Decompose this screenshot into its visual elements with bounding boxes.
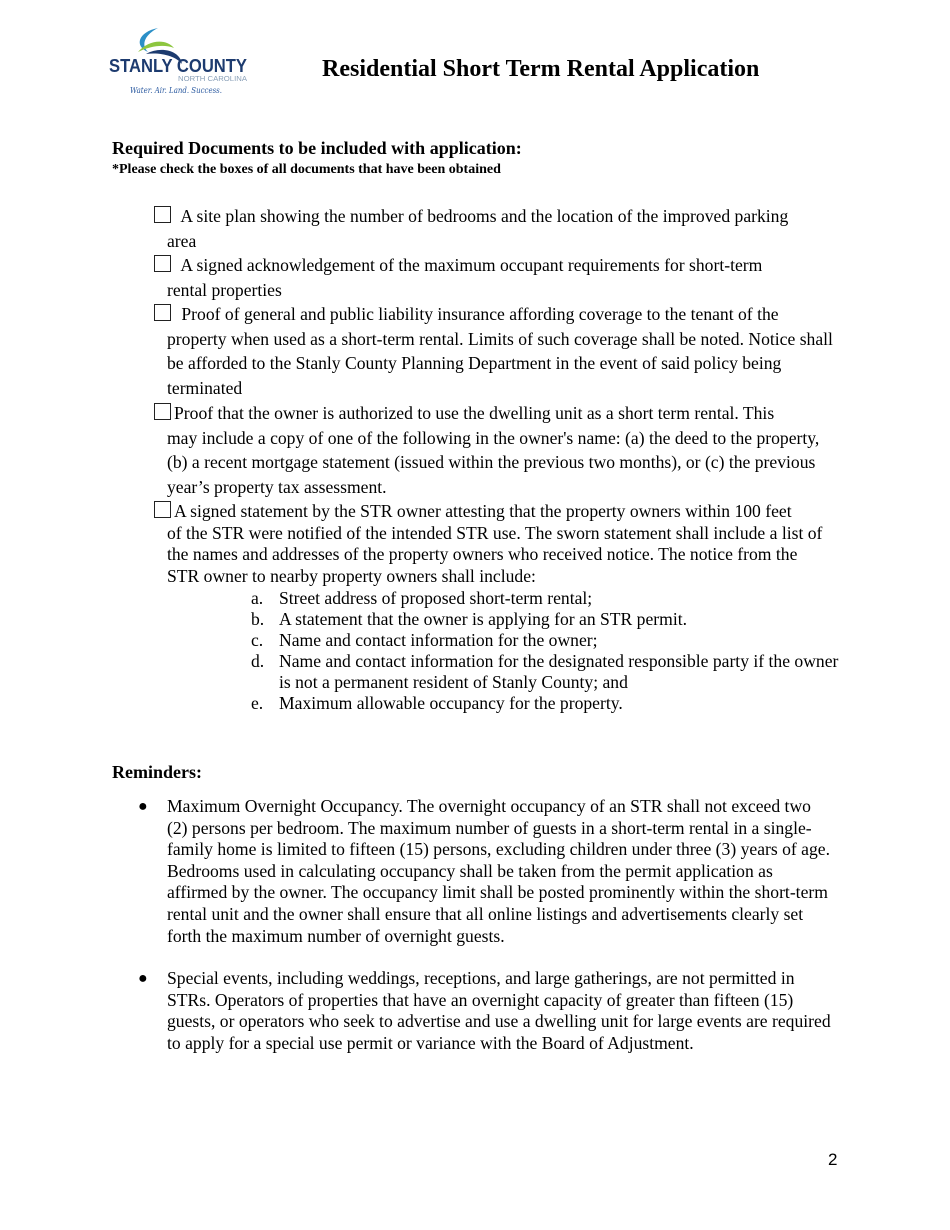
reminders-heading: Reminders:	[112, 762, 202, 782]
reminder-text: Maximum Overnight Occupancy. The overnight occupancy of an STR shall not exceed two (2) persons per bedroom. The maximum number of guests in a short-term rental in a single-family home is limited to fifteen (15) persons, excluding children under three (3) years of age. Bedrooms used in calculating occupancy shall be taken from the permit application as affirmed by the owner. The occupancy limit shall be posted prominently within the short-term rental unit and the owner shall ensure that all online listings and advertisements clearly set forth the maximum number of overnight guests.	[167, 796, 830, 946]
page-title: Residential Short Term Rental Application	[322, 56, 760, 82]
list-marker: d.	[251, 651, 265, 671]
checklist-item-text-continued: may include a copy of one of the following in the owner's name: (a) the deed to the property, (b) a recent mortgage statement (issued within the previous two months), or (c) the previous year’s property tax assessment.	[167, 427, 820, 497]
checklist-item-text: A site plan showing the number of bedrooms and the location of the improved parking	[177, 206, 789, 226]
list-item-text: Name and contact information for the designated responsible party if the owner is not a permanent resident of Stanly County; and	[279, 651, 839, 692]
checklist-item-liability-insurance	[154, 302, 834, 400]
list-marker: b.	[251, 609, 265, 629]
reminder-occupancy	[138, 796, 835, 947]
required-documents-note: *Please check the boxes of all documents that have been obtained	[112, 162, 501, 177]
stanly-county-logo	[108, 24, 253, 98]
checkbox-site-plan[interactable]	[154, 206, 171, 223]
notice-list-item	[251, 651, 851, 693]
logo-subtitle: NORTH CAROLINA	[178, 76, 248, 83]
logo-name: STANLY COUNTY	[109, 56, 247, 76]
checkbox-occupant-acknowledgement[interactable]	[154, 255, 171, 272]
checklist-item-text-continued: property when used as a short-term rental. Limits of such coverage shall be noted. Notice shall be afforded to the Stanly County Planning Department in the event of said policy being terminated	[167, 328, 833, 398]
list-marker: a.	[251, 588, 264, 608]
list-item-text: Street address of proposed short-term rental;	[279, 588, 593, 608]
checklist-item-site-plan	[154, 204, 834, 253]
required-documents-heading: Required Documents to be included with application:	[112, 138, 522, 158]
notice-list-item	[251, 630, 851, 651]
list-item-text: Name and contact information for the owner;	[279, 630, 598, 650]
checklist-item-signed-statement	[154, 501, 834, 587]
notice-list-item	[251, 693, 851, 714]
bullet-icon: ●	[138, 970, 148, 987]
notice-contents-list	[251, 588, 851, 714]
checklist-item-owner-authorization	[154, 401, 834, 499]
list-item-text: A statement that the owner is applying for an STR permit.	[279, 609, 687, 629]
checklist-item-text-continued: rental properties	[167, 279, 282, 300]
checklist-item-text: Proof of general and public liability insurance affording coverage to the tenant of the	[177, 304, 779, 324]
checklist-item-text: Proof that the owner is authorized to use the dwelling unit as a short term rental. This	[174, 403, 775, 423]
list-marker: e.	[251, 693, 264, 713]
notice-list-item	[251, 609, 851, 630]
checklist-item-text: A signed acknowledgement of the maximum occupant requirements for short-term	[177, 255, 763, 275]
checkbox-liability-insurance[interactable]	[154, 304, 171, 321]
checkbox-owner-authorization[interactable]	[154, 403, 171, 420]
bullet-icon: ●	[138, 798, 148, 815]
checklist-item-occupant-acknowledgement	[154, 253, 834, 302]
list-item-text: Maximum allowable occupancy for the property.	[279, 693, 623, 713]
checklist-item-text: A signed statement by the STR owner attesting that the property owners within 100 feet	[174, 501, 792, 521]
checklist-item-text-continued: of the STR were notified of the intended STR use. The sworn statement shall include a list of the names and addresses of the property owners who received notice. The notice from the STR owner to nearby property owners shall include:	[167, 522, 823, 586]
list-marker: c.	[251, 630, 264, 650]
notice-list-item	[251, 588, 851, 609]
logo-tagline: Water. Air. Land. Success.	[130, 86, 222, 96]
checkbox-signed-statement[interactable]	[154, 501, 171, 518]
page-number: 2	[828, 1150, 838, 1169]
reminder-special-events	[138, 968, 835, 1054]
reminder-text: Special events, including weddings, receptions, and large gatherings, are not permitted in STRs. Operators of properties that have an overnight capacity of greater than fifteen (15) guests, or operators who seek to advertise and use a dwelling unit for large events are required to apply for a special use permit or variance with the Board of Adjustment.	[167, 968, 831, 1053]
checklist-item-text-continued: area	[167, 230, 197, 251]
